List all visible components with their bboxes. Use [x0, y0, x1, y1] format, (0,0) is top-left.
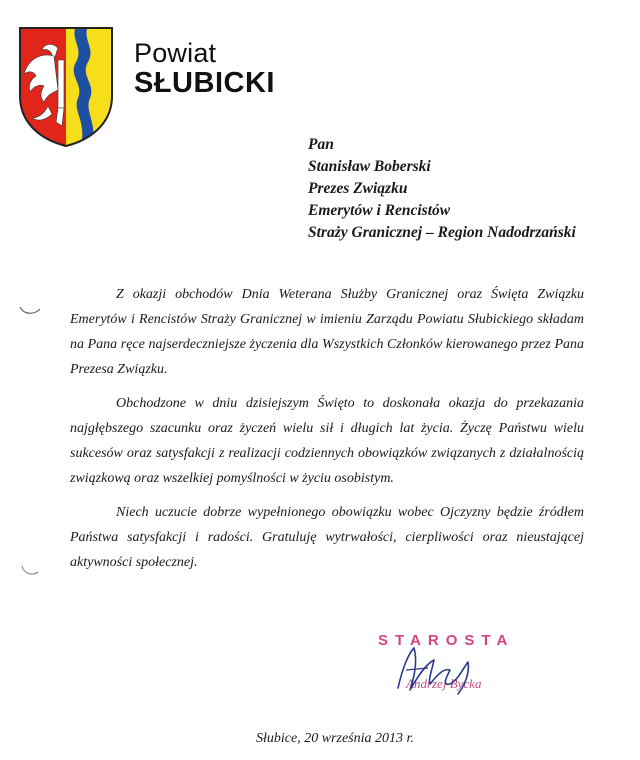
body-paragraph: Niech uczucie dobrze wypełnionego obowiązku wobec Ojczyzny będzie źródłem Państwa satysfakcji i radości. Gratuluję wytrwałości, cierpliwości oraz nieustającej aktywności społecznej. — [70, 505, 584, 570]
letter-date: Słubice, 20 września 2013 r. — [256, 731, 414, 746]
addressee-block — [308, 134, 576, 244]
addressee-line: Pan — [308, 136, 334, 153]
addressee-line: Straży Granicznej – Region Nadodrzański — [308, 224, 576, 241]
punch-mark-icon — [18, 303, 42, 317]
letter-body — [70, 282, 584, 584]
stamp-title: STAROSTA — [378, 632, 515, 649]
handwritten-signature — [388, 640, 478, 700]
county-brand — [134, 38, 275, 98]
coat-of-arms-emblem — [18, 26, 114, 148]
body-paragraph: Z okazji obchodów Dnia Weterana Służby Granicznej oraz Święta Związku Emerytów i Rencistów Straży Granicznej w imieniu Zarządu Powiatu Słubickiego składam na Pana ręce najserdeczniejsze życzenia dla Wszystkich Członków kierowanego przez Pana Prezesa Związku. — [70, 287, 584, 377]
brand-line-powiat: Powiat — [134, 38, 217, 68]
addressee-line: Emerytów i Rencistów — [308, 202, 451, 219]
addressee-line: Stanisław Boberski — [308, 158, 431, 175]
body-paragraph: Obchodzone w dniu dzisiejszym Święto to doskonała okazja do przekazania najgłębszego szacunku oraz życzeń wielu sił i długich lat życia. Życzę Państwu wielu sukcesów oraz satysfakcji z realizacji codziennych obowiązków związanych z działalnością związkową oraz wszelkiej pomyślności w życiu osobistym. — [70, 396, 584, 486]
punch-mark-icon — [18, 564, 42, 578]
brand-line-slubicki: SŁUBICKI — [134, 67, 275, 99]
stamp-name: Andrzej Bycka — [406, 676, 482, 691]
addressee-line: Prezes Związku — [308, 180, 408, 197]
